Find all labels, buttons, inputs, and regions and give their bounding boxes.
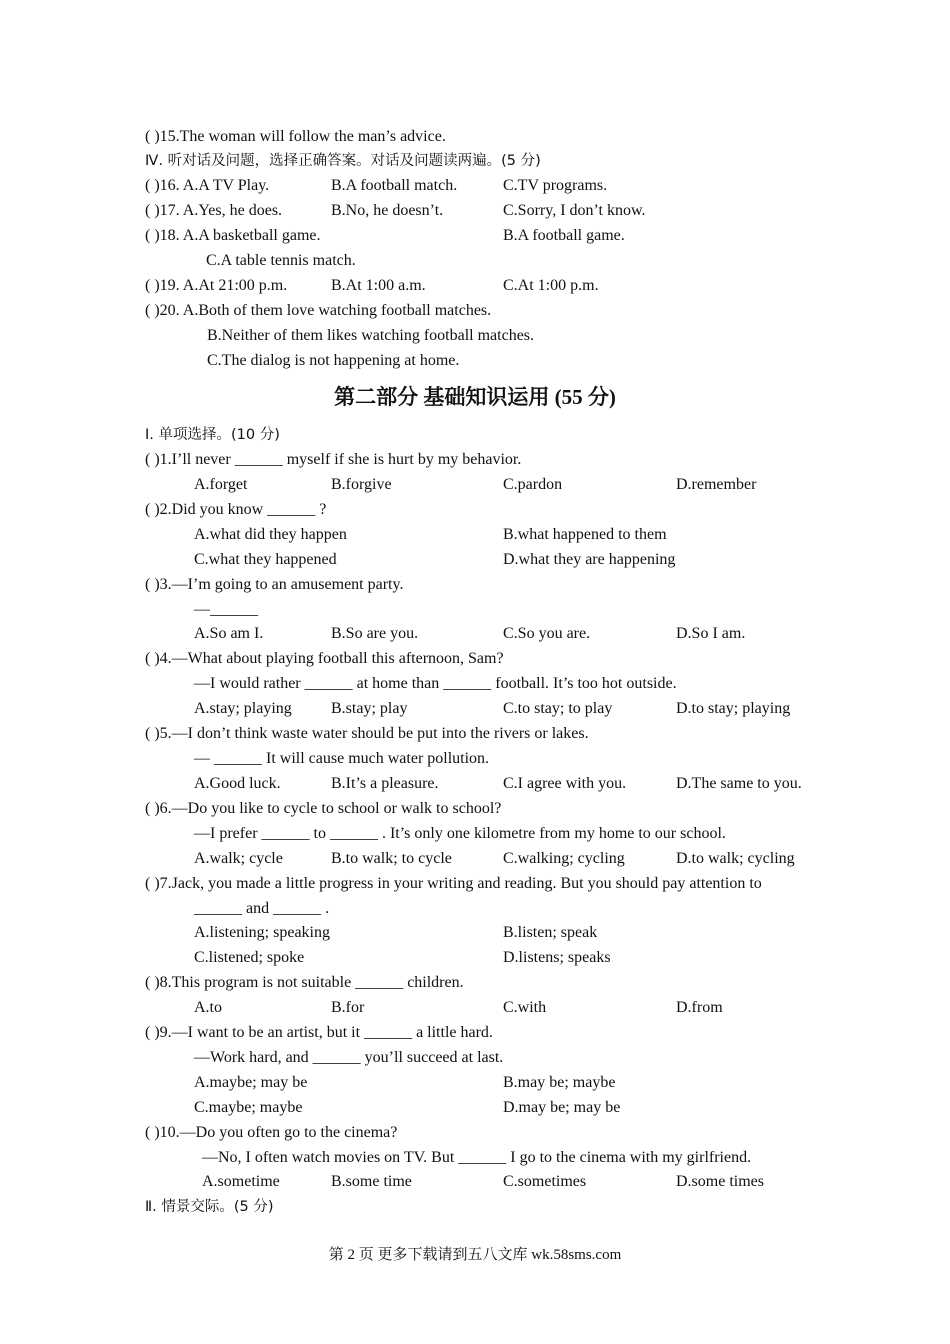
question-16-option-c: C.TV programs.: [503, 177, 608, 194]
question-10-reply: —No, I often watch movies on TV. But ______ I go to the cinema with my girlfriend.: [202, 1149, 752, 1166]
question-17-option-b: B.No, he doesn’t.: [331, 202, 444, 219]
question-4-option-b: B.stay; play: [331, 700, 408, 717]
question-17-option-c: C.Sorry, I don’t know.: [503, 202, 646, 219]
question-4-reply: —I would rather ______ at home than ______ football. It’s too hot outside.: [194, 675, 677, 692]
question-1-option-c: C.pardon: [503, 476, 563, 493]
page-footer: 第 2 页 更多下载请到五八文库 wk.58sms.com: [328, 1247, 622, 1263]
question-6-option-a: A.walk; cycle: [194, 850, 283, 867]
question-3-option-c: C.So you are.: [503, 625, 591, 642]
question-19-option-a: ( )19. A.At 21:00 p.m.: [145, 277, 288, 294]
question-17-option-a: ( )17. A.Yes, he does.: [145, 202, 283, 219]
question-10-option-c: C.sometimes: [503, 1173, 587, 1190]
question-6-stem: ( )6.—Do you like to cycle to school or walk to school?: [145, 800, 502, 817]
question-5-option-c: C.I agree with you.: [503, 775, 627, 792]
question-18-option-a: ( )18. A.A basketball game.: [145, 227, 321, 244]
question-6-option-b: B.to walk; to cycle: [331, 850, 452, 867]
section-2-heading: Ⅱ. 情景交际。(5 分): [145, 1199, 274, 1215]
question-20-option-b: B.Neither of them likes watching football matches.: [207, 327, 535, 344]
question-7-option-d: D.listens; speaks: [503, 949, 611, 966]
question-7-option-c: C.listened; spoke: [194, 949, 305, 966]
question-7-option-a: A.listening; speaking: [194, 924, 330, 941]
question-8-option-d: D.from: [676, 999, 723, 1016]
question-1-stem: ( )1.I’ll never ______ myself if she is hurt by my behavior.: [145, 451, 522, 468]
question-3-option-d: D.So I am.: [676, 625, 746, 642]
question-8-option-a: A.to: [194, 999, 222, 1016]
question-7-stem: ( )7.Jack, you made a little progress in your writing and reading. But you should pay attention to: [145, 875, 762, 892]
question-1-option-a: A.forget: [194, 476, 248, 493]
question-8-option-c: C.with: [503, 999, 547, 1016]
question-18-option-c: C.A table tennis match.: [206, 252, 356, 269]
section-1-heading: Ⅰ. 单项选择。(10 分): [145, 427, 280, 443]
question-4-option-d: D.to stay; playing: [676, 700, 791, 717]
question-1-option-d: D.remember: [676, 476, 757, 493]
question-2-stem: ( )2.Did you know ______ ?: [145, 501, 327, 518]
question-5-option-b: B.It’s a pleasure.: [331, 775, 439, 792]
question-10-stem: ( )10.—Do you often go to the cinema?: [145, 1124, 398, 1141]
question-10-option-b: B.some time: [331, 1173, 412, 1190]
question-15: ( )15.The woman will follow the man’s advice.: [145, 128, 446, 145]
question-9-option-a: A.maybe; may be: [194, 1074, 308, 1091]
question-1-option-b: B.forgive: [331, 476, 392, 493]
question-2-option-d: D.what they are happening: [503, 551, 676, 568]
question-19-option-c: C.At 1:00 p.m.: [503, 277, 599, 294]
question-9-option-b: B.may be; maybe: [503, 1074, 616, 1091]
question-10-option-a: A.sometime: [202, 1173, 280, 1190]
question-16-option-a: ( )16. A.A TV Play.: [145, 177, 270, 194]
question-7-continuation: ______ and ______ .: [194, 900, 330, 917]
question-8-option-b: B.for: [331, 999, 365, 1016]
question-6-reply: —I prefer ______ to ______ . It’s only one kilometre from my home to our school.: [194, 825, 726, 842]
question-4-option-c: C.to stay; to play: [503, 700, 613, 717]
question-6-option-c: C.walking; cycling: [503, 850, 625, 867]
question-2-option-b: B.what happened to them: [503, 526, 667, 543]
question-3-reply: —______: [194, 601, 258, 618]
question-5-stem: ( )5.—I don’t think waste water should be put into the rivers or lakes.: [145, 725, 589, 742]
question-9-option-d: D.may be; may be: [503, 1099, 621, 1116]
section-4-heading: Ⅳ. 听对话及问题，选择正确答案。对话及问题读两遍。(5 分): [145, 153, 541, 169]
question-2-option-a: A.what did they happen: [194, 526, 347, 543]
question-18-option-b: B.A football game.: [503, 227, 625, 244]
question-5-option-a: A.Good luck.: [194, 775, 281, 792]
question-10-option-d: D.some times: [676, 1173, 764, 1190]
question-2-option-c: C.what they happened: [194, 551, 337, 568]
question-20-option-c: C.The dialog is not happening at home.: [207, 352, 460, 369]
question-4-stem: ( )4.—What about playing football this afternoon, Sam?: [145, 650, 504, 667]
question-9-option-c: C.maybe; maybe: [194, 1099, 303, 1116]
question-3-option-a: A.So am I.: [194, 625, 264, 642]
question-8-stem: ( )8.This program is not suitable ______ children.: [145, 974, 464, 991]
question-5-option-d: D.The same to you.: [676, 775, 802, 792]
question-4-option-a: A.stay; playing: [194, 700, 292, 717]
question-3-stem: ( )3.—I’m going to an amusement party.: [145, 576, 404, 593]
question-9-reply: —Work hard, and ______ you’ll succeed at last.: [194, 1049, 504, 1066]
question-5-reply: — ______ It will cause much water pollution.: [194, 750, 490, 767]
question-6-option-d: D.to walk; cycling: [676, 850, 795, 867]
question-16-option-b: B.A football match.: [331, 177, 458, 194]
question-9-stem: ( )9.—I want to be an artist, but it ______ a little hard.: [145, 1024, 493, 1041]
part-2-title: 第二部分 基础知识运用 (55 分): [334, 385, 616, 409]
question-7-option-b: B.listen; speak: [503, 924, 598, 941]
question-19-option-b: B.At 1:00 a.m.: [331, 277, 426, 294]
question-20-option-a: ( )20. A.Both of them love watching football matches.: [145, 302, 492, 319]
question-3-option-b: B.So are you.: [331, 625, 419, 642]
